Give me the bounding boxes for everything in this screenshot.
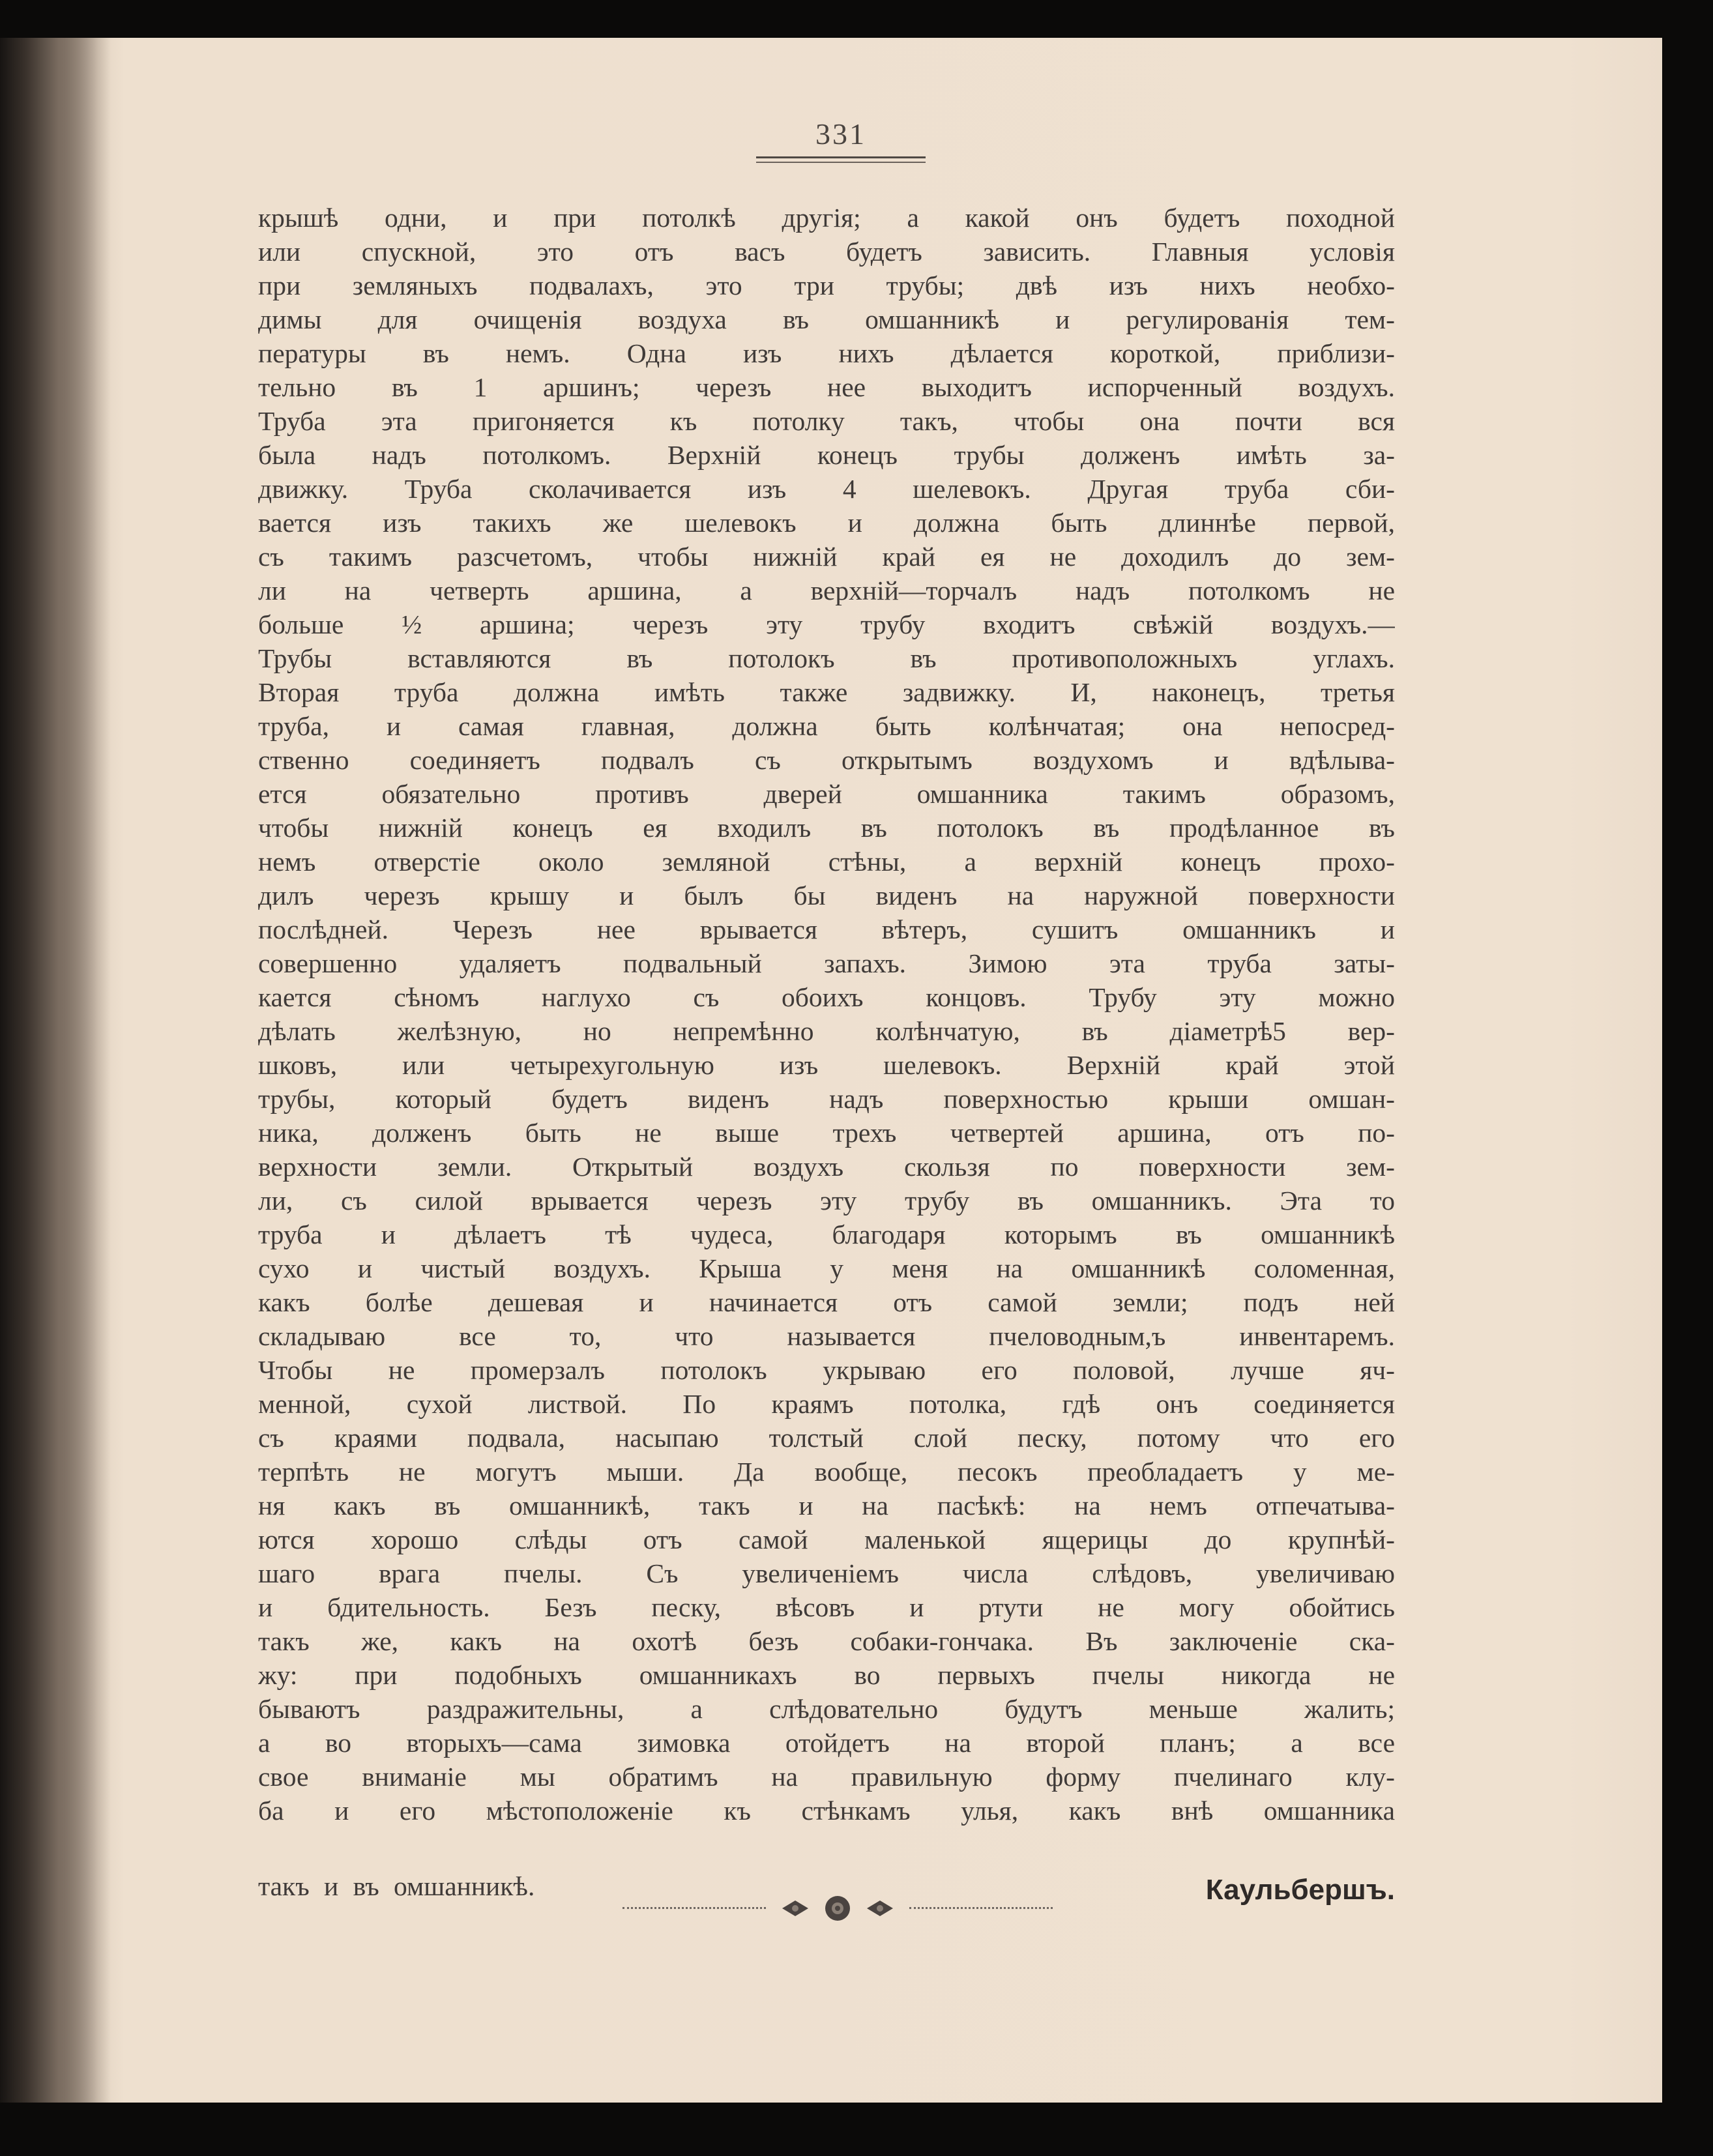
text-line: бываютъ раздражительны, а слѣдовательно будутъ меньше жалить; (258, 1694, 1395, 1724)
text-line: шаго врага пчелы. Съ увеличеніемъ числа слѣдовъ, увеличиваю (258, 1558, 1395, 1588)
text-line: Труба эта пригоняется къ потолку такъ, чтобы она почти вся (258, 406, 1395, 436)
text-line: шковъ, или четырехугольную изъ шелевокъ. Верхній край этой (258, 1050, 1395, 1080)
text-line: ли на четверть аршина, а верхній—торчалъ надъ потолкомъ не (258, 575, 1395, 605)
text-line: крышѣ одни, и при потолкѣ другія; а какой онъ будетъ походной (258, 203, 1395, 233)
text-line: ственно соединяетъ подвалъ съ открытымъ воздухомъ и вдѣлыва- (258, 745, 1395, 775)
text-line: больше ½ аршина; черезъ эту трубу входитъ свѣжій воздухъ.— (258, 609, 1395, 639)
text-line: совершенно удаляетъ подвальный запахъ. Зимою эта труба заты- (258, 948, 1395, 978)
text-line: какъ болѣе дешевая и начинается отъ самой земли; подъ ней (258, 1287, 1395, 1317)
divider-dots-left (622, 1907, 766, 1909)
text-line: верхности земли. Открытый воздухъ скользя по поверхности зем- (258, 1152, 1395, 1182)
text-line: движку. Труба сколачивается изъ 4 шелевокъ. Другая труба сби- (258, 474, 1395, 504)
text-line: ли, съ силой врывается черезъ эту трубу въ омшанникъ. Эта то (258, 1186, 1395, 1216)
text-line: вается изъ такихъ же шелевокъ и должна быть длиннѣе первой, (258, 508, 1395, 538)
header-rule (756, 156, 926, 158)
text-line: сухо и чистый воздухъ. Крыша у меня на омшанникѣ соломенная, (258, 1253, 1395, 1283)
text-line: дѣлать желѣзную, но непремѣнно колѣнчатую, въ діаметрѣ5 вер- (258, 1016, 1395, 1046)
text-line: труба и дѣлаетъ тѣ чудеса, благодаря которымъ въ омшанникѣ (258, 1219, 1395, 1249)
text-line: жу: при подобныхъ омшанникахъ во первыхъ пчелы никогда не (258, 1660, 1395, 1690)
text-line: Трубы вставляются въ потолокъ въ противоположныхъ углахъ. (258, 643, 1395, 673)
page-header (756, 117, 926, 163)
text-line: пературы въ немъ. Одна изъ нихъ дѣлается короткой, приблизи- (258, 338, 1395, 368)
author-signature: Каульбершъ. (1205, 1874, 1395, 1906)
text-line: кается сѣномъ наглухо съ обоихъ концовъ. Трубу эту можно (258, 982, 1395, 1012)
text-line: свое вниманіе мы обратимъ на правильную форму пчелинаго клу- (258, 1762, 1395, 1792)
text-line: послѣдней. Черезъ нее врывается вѣтеръ, сушитъ омшанникъ и (258, 914, 1395, 944)
text-line: чтобы нижній конецъ ея входилъ въ потолокъ въ продѣланное въ (258, 813, 1395, 843)
divider-dots-right (909, 1907, 1053, 1909)
text-line: терпѣть не могутъ мыши. Да вообще, песокъ преобладаетъ у ме- (258, 1457, 1395, 1487)
page-number: 331 (815, 117, 866, 151)
text-line: а во вторыхъ—сама зимовка отойдетъ на второй планъ; а все (258, 1728, 1395, 1758)
text-line: ня какъ въ омшанникѣ, такъ и на пасѣкѣ: на немъ отпечатыва- (258, 1491, 1395, 1521)
text-line: менной, сухой листвой. По краямъ потолка, гдѣ онъ соединяется (258, 1389, 1395, 1419)
floral-divider-icon (769, 1895, 906, 1921)
book-spine-shadow (0, 38, 111, 2103)
text-line: такъ же, какъ на охотѣ безъ собаки-гончака. Въ заключеніе ска- (258, 1626, 1395, 1656)
text-line: Вторая труба должна имѣть также задвижку. И, наконецъ, третья (258, 677, 1395, 707)
article-text (258, 201, 1395, 1828)
section-divider (622, 1895, 1053, 1921)
text-line: дилъ черезъ крышу и былъ бы виденъ на наружной поверхности (258, 881, 1395, 910)
text-line: складываю все то, что называется пчеловодным,ъ инвентаремъ. (258, 1321, 1395, 1351)
text-line: съ такимъ разсчетомъ, чтобы нижній край ея не доходилъ до зем- (258, 542, 1395, 572)
header-rule-thin (756, 162, 926, 163)
text-line: ба и его мѣстоположеніе къ стѣнкамъ улья, какъ внѣ омшанника (258, 1796, 1395, 1826)
text-line: тельно въ 1 аршинъ; черезъ нее выходитъ испорченный воздухъ. (258, 372, 1395, 402)
text-line: или спускной, это отъ васъ будетъ зависить. Главныя условія (258, 237, 1395, 267)
text-line: при земляныхъ подвалахъ, это три трубы; двѣ изъ нихъ необхо- (258, 270, 1395, 300)
text-line: ется обязательно противъ дверей омшанника такимъ образомъ, (258, 779, 1395, 809)
text-line: ника, долженъ быть не выше трехъ четвертей аршина, отъ по- (258, 1118, 1395, 1148)
text-line: Чтобы не промерзалъ потолокъ укрываю его половой, лучше яч- (258, 1355, 1395, 1385)
text-line: и бдительность. Безъ песку, вѣсовъ и ртути не могу обойтись (258, 1592, 1395, 1622)
closing-line: такъ и въ омшанникѣ. (258, 1871, 535, 1901)
text-line: съ краями подвала, насыпаю толстый слой песку, потому что его (258, 1423, 1395, 1453)
text-line: немъ отверстіе около земляной стѣны, а верхній конецъ прохо- (258, 847, 1395, 877)
text-line: димы для очищенія воздуха въ омшанникѣ и регулированія тем- (258, 304, 1395, 334)
text-line: была надъ потолкомъ. Верхній конецъ трубы долженъ имѣть за- (258, 440, 1395, 470)
text-line: ются хорошо слѣды отъ самой маленькой ящерицы до крупнѣй- (258, 1524, 1395, 1554)
text-line: труба, и самая главная, должна быть колѣнчатая; она непосред- (258, 711, 1395, 741)
text-line: трубы, который будетъ виденъ надъ поверхностью крыши омшан- (258, 1084, 1395, 1114)
